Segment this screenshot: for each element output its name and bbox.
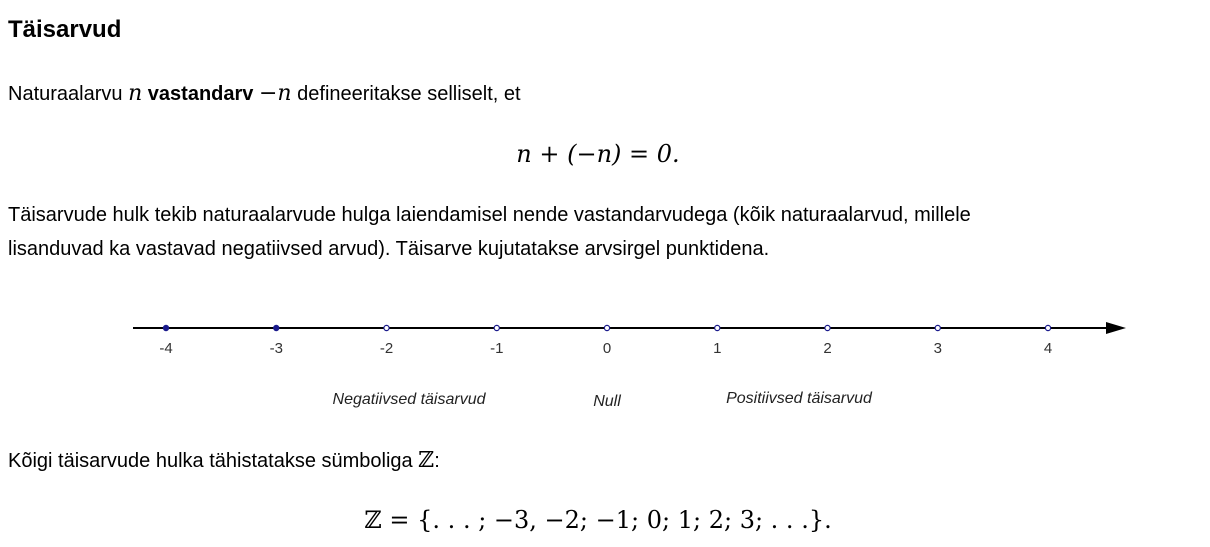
page-title: Täisarvud [8, 16, 122, 43]
symbol-z: ℤ [418, 448, 435, 473]
number-line [0, 300, 1210, 420]
number-line-point--1 [494, 325, 499, 330]
definition-text-end: defineeritakse selliselt, et [291, 83, 521, 105]
formula-opposite-sum [0, 137, 1210, 171]
formula-integer-set-text: ℤ = {. . . ; −3, −2; −1; 0; 1; 2; 3; . . .}. [364, 506, 832, 534]
number-line-point-3 [935, 325, 940, 330]
number-line-point-4 [1045, 325, 1050, 330]
tick-label-0: 0 [602, 340, 612, 357]
symbol-paragraph [8, 444, 440, 478]
tick-label-3: 3 [933, 340, 942, 357]
term-vastandarv: vastandarv [147, 83, 254, 105]
formula-opposite-sum-text: n + (−n) = 0. [516, 140, 680, 168]
symbol-text-start: Kõigi täisarvude hulka tähistatakse sümboliga [8, 450, 419, 472]
label-positive-integers: Positiivsed täisarvud [726, 390, 872, 407]
number-line-point-1 [715, 325, 720, 330]
tick-label-1: 1 [713, 340, 722, 357]
variable-neg-n: −n [258, 81, 292, 106]
tick-label--1: -1 [490, 340, 504, 357]
label-zero: Null [593, 393, 621, 410]
tick-label--2: -2 [379, 340, 394, 357]
number-line-point-0 [604, 325, 609, 330]
tick-label--4: -4 [159, 340, 173, 357]
definition-paragraph [8, 77, 521, 111]
number-line-point--2 [384, 325, 389, 330]
definition-text-start: Naturaalarvu [8, 83, 129, 105]
number-line-arrow-icon [1106, 322, 1126, 334]
number-line-tick-labels [159, 340, 1052, 357]
integers-paragraph-line2: lisanduvad ka vastavad negatiivsed arvud). Täisarve kujutatakse arvsirgel punktidena. [8, 238, 770, 260]
number-line-point--3 [274, 325, 279, 330]
label-negative-integers: Negatiivsed täisarvud [332, 391, 486, 408]
tick-label--3: -3 [269, 340, 283, 357]
variable-n: n [128, 81, 143, 106]
tick-label-4: 4 [1043, 340, 1053, 357]
formula-integer-set [0, 503, 1210, 537]
number-line-point-2 [825, 325, 830, 330]
symbol-text-end: : [434, 450, 440, 472]
tick-label-2: 2 [823, 340, 832, 357]
number-line-point--4 [163, 325, 168, 330]
integers-paragraph-line1: Täisarvude hulk tekib naturaalarvude hulga laiendamisel nende vastandarvudega (kõik naturaalarvud, millele [8, 204, 971, 226]
